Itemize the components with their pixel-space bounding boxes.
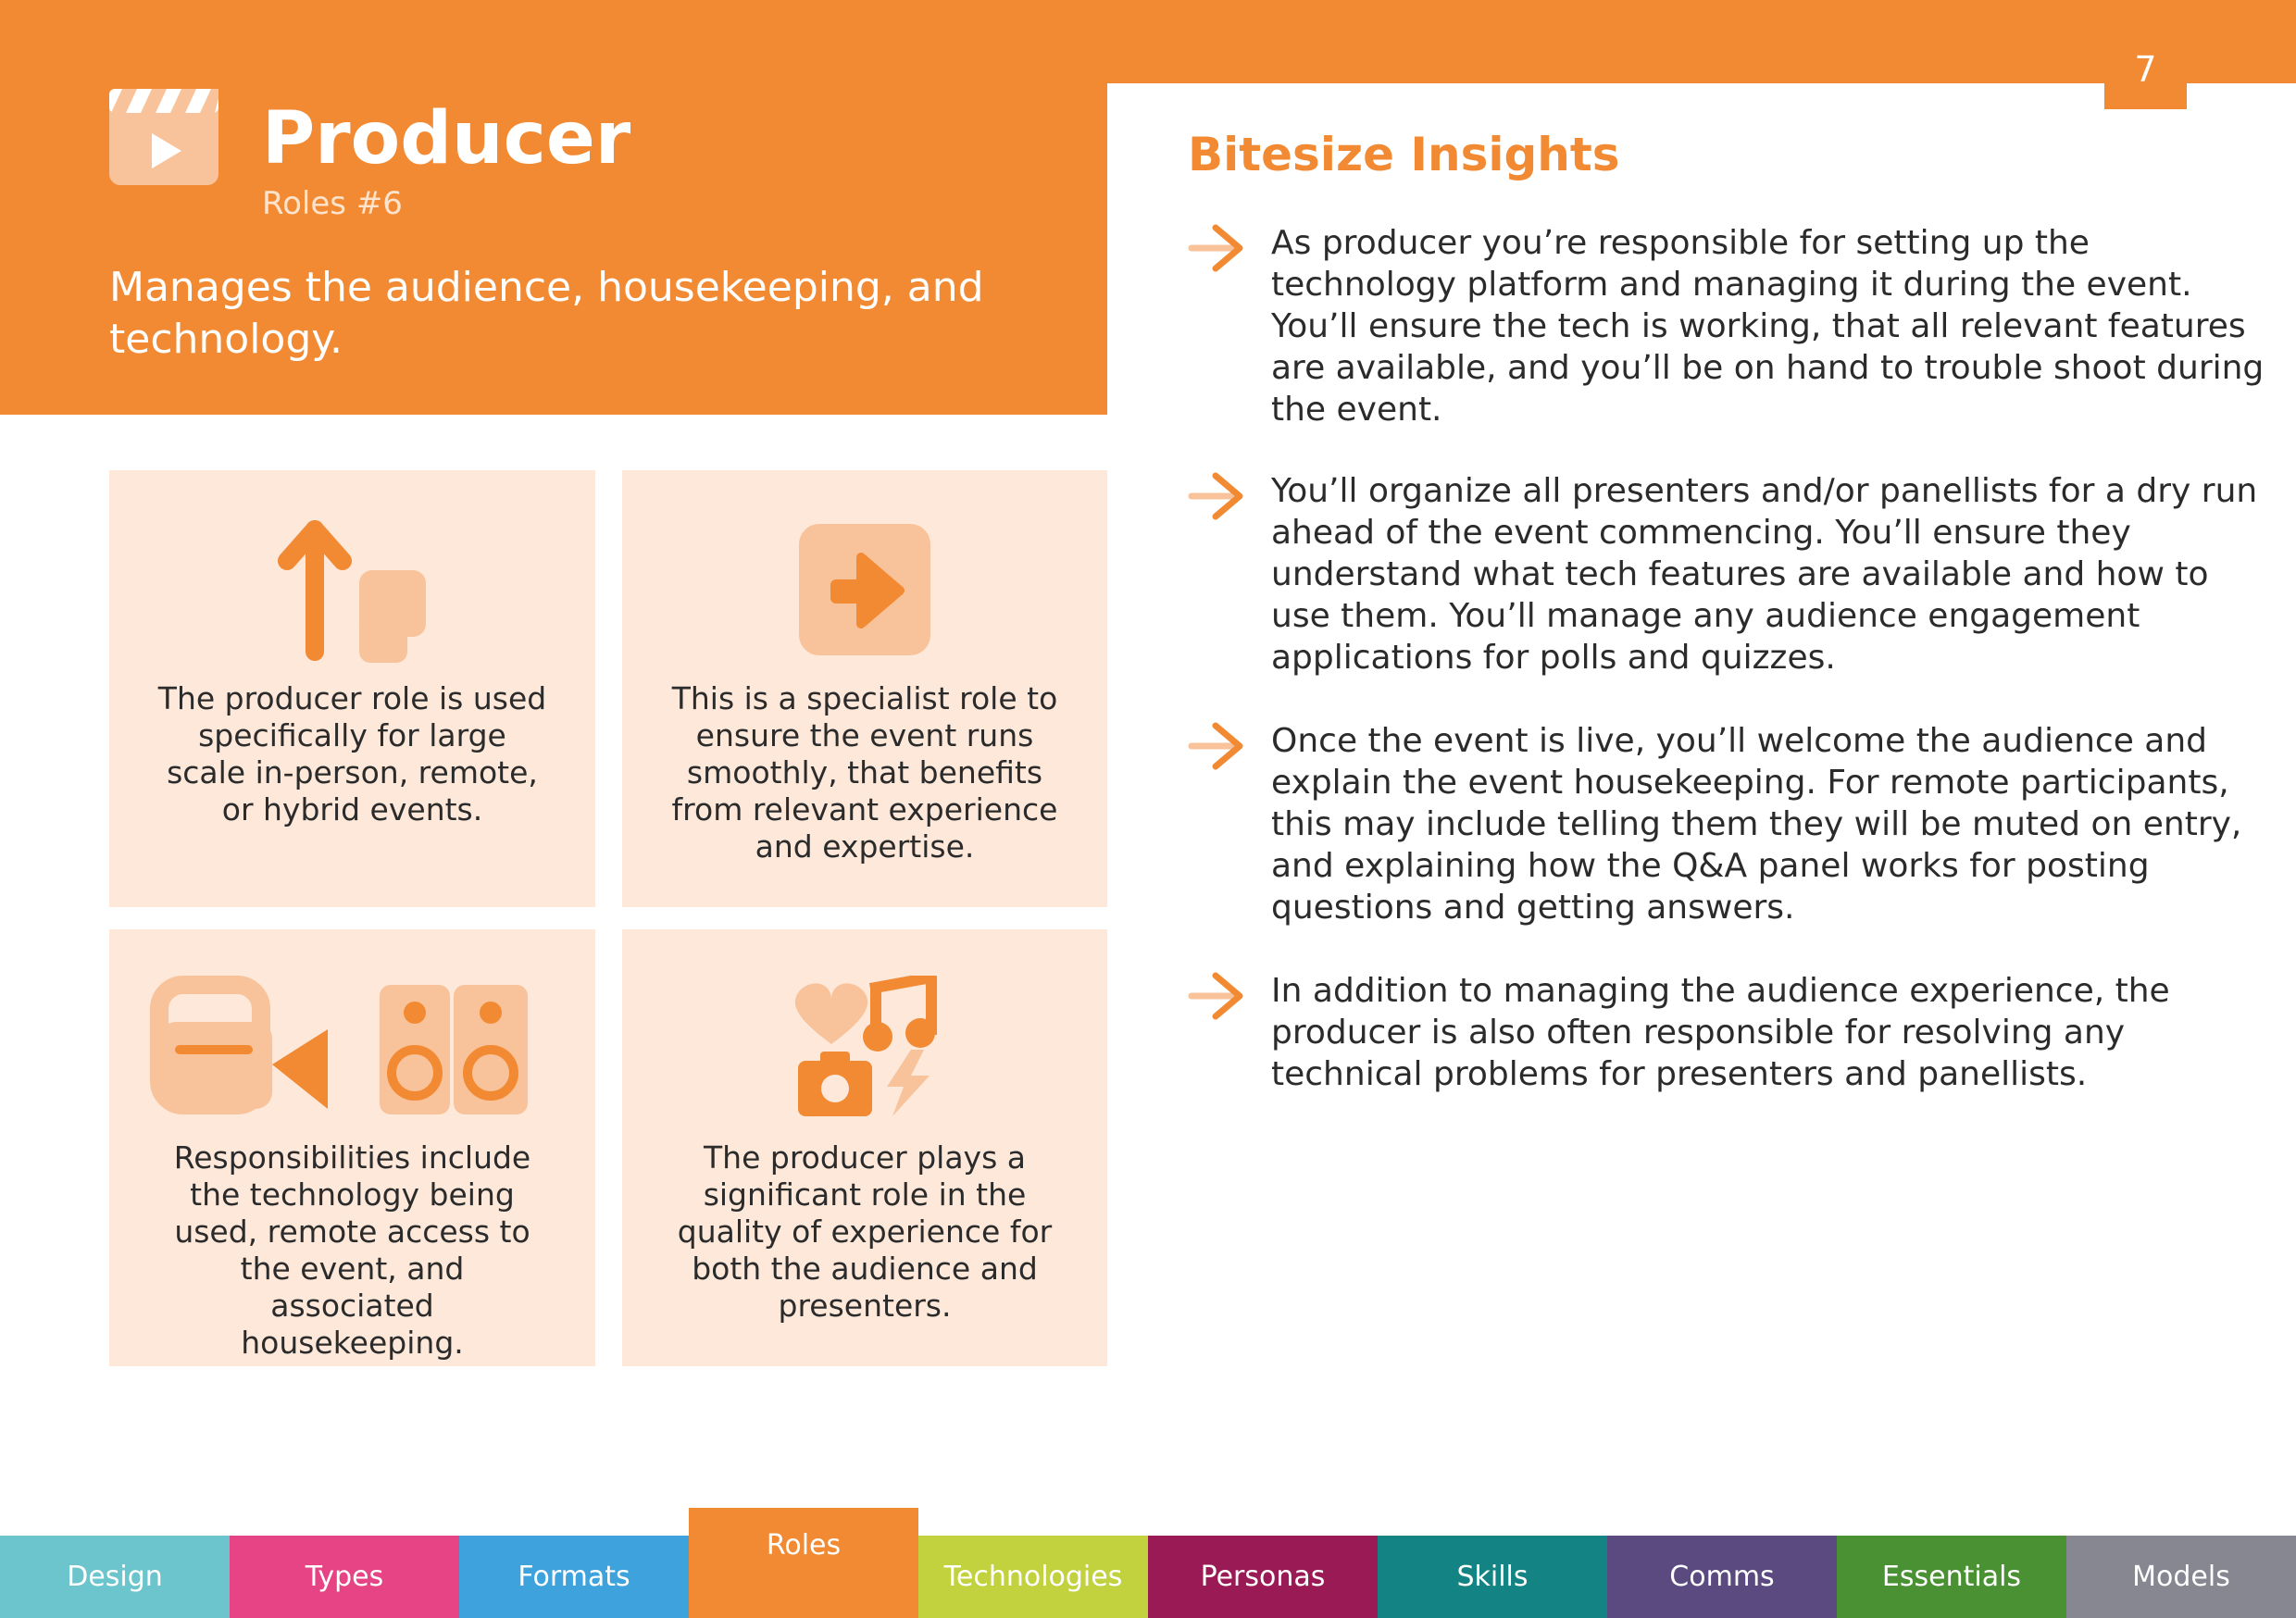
card-text: The producer plays a significant role in the quality of experience for both the audience and presenters. bbox=[677, 1139, 1053, 1324]
page-subtitle: Roles #6 bbox=[262, 185, 403, 222]
page-title: Producer bbox=[262, 97, 631, 180]
video-camera-speakers-icon bbox=[109, 976, 595, 1124]
clapperboard-play-icon bbox=[109, 89, 218, 185]
nav-tab-formats[interactable]: Formats bbox=[459, 1536, 689, 1618]
nav-tab-technologies[interactable]: Technologies bbox=[918, 1536, 1148, 1618]
nav-tab-essentials[interactable]: Essentials bbox=[1837, 1536, 2066, 1618]
page-number: 7 bbox=[2104, 56, 2187, 109]
nav-tab-roles[interactable]: Roles bbox=[689, 1508, 918, 1618]
insight-text: Once the event is live, you’ll welcome the audience and explain the event housekeeping. For remote participants, this may include telling them they will be muted on entry, and explaining how the Q&A panel works for posting questions and getting answers. bbox=[1271, 722, 2242, 927]
arrow-right-icon bbox=[1188, 972, 1245, 1020]
insights-title: Bitesize Insights bbox=[1188, 128, 1620, 181]
nav-tab-skills[interactable]: Skills bbox=[1378, 1536, 1607, 1618]
arrow-right-square-icon bbox=[622, 517, 1107, 665]
insight-text: You’ll organize all presenters and/or panellists for a dry run ahead of the event commencing. You’ll ensure they understand what tech features are available and how to use them. You’ll manage any audience engagement applications for polls and quizzes. bbox=[1271, 472, 2258, 677]
nav-tab-comms[interactable]: Comms bbox=[1607, 1536, 1837, 1618]
nav-tab-design[interactable]: Design bbox=[0, 1536, 230, 1618]
nav-tab-types[interactable]: Types bbox=[230, 1536, 459, 1618]
heart-music-camera-bolt-icon bbox=[622, 976, 1107, 1124]
arrow-right-icon bbox=[1188, 472, 1245, 520]
insight-text: In addition to managing the audience experience, the producer is also often responsible for resolving any technical problems for presenters and panellists. bbox=[1271, 972, 2170, 1093]
card-text: The producer role is used specifically for large scale in-person, remote, or hybrid events. bbox=[157, 680, 547, 828]
role-tagline: Manages the audience, housekeeping, and technology. bbox=[109, 264, 984, 363]
card-text: This is a specialist role to ensure the event runs smoothly, that benefits from relevant experience and expertise. bbox=[671, 680, 1058, 865]
card-text: Responsibilities include the technology being used, remote access to the event, and associated housekeeping. bbox=[173, 1139, 531, 1361]
info-card-experience bbox=[622, 929, 1107, 1366]
insight-text: As producer you’re responsible for setting up the technology platform and managing it during the event. You’ll ensure the tech is working, that all relevant features are available, and you’ll be on hand to trouble shoot during the event. bbox=[1271, 224, 2265, 429]
nav-tab-models[interactable]: Models bbox=[2066, 1536, 2296, 1618]
arrow-right-icon bbox=[1188, 224, 1245, 272]
section-nav bbox=[0, 1529, 2296, 1618]
arrow-right-icon bbox=[1188, 722, 1245, 770]
nav-tab-personas[interactable]: Personas bbox=[1148, 1536, 1378, 1618]
info-card-responsibilities bbox=[109, 929, 595, 1366]
info-card-large-scale bbox=[109, 470, 595, 907]
info-card-specialist bbox=[622, 470, 1107, 907]
arrow-up-blocks-icon bbox=[109, 517, 595, 665]
